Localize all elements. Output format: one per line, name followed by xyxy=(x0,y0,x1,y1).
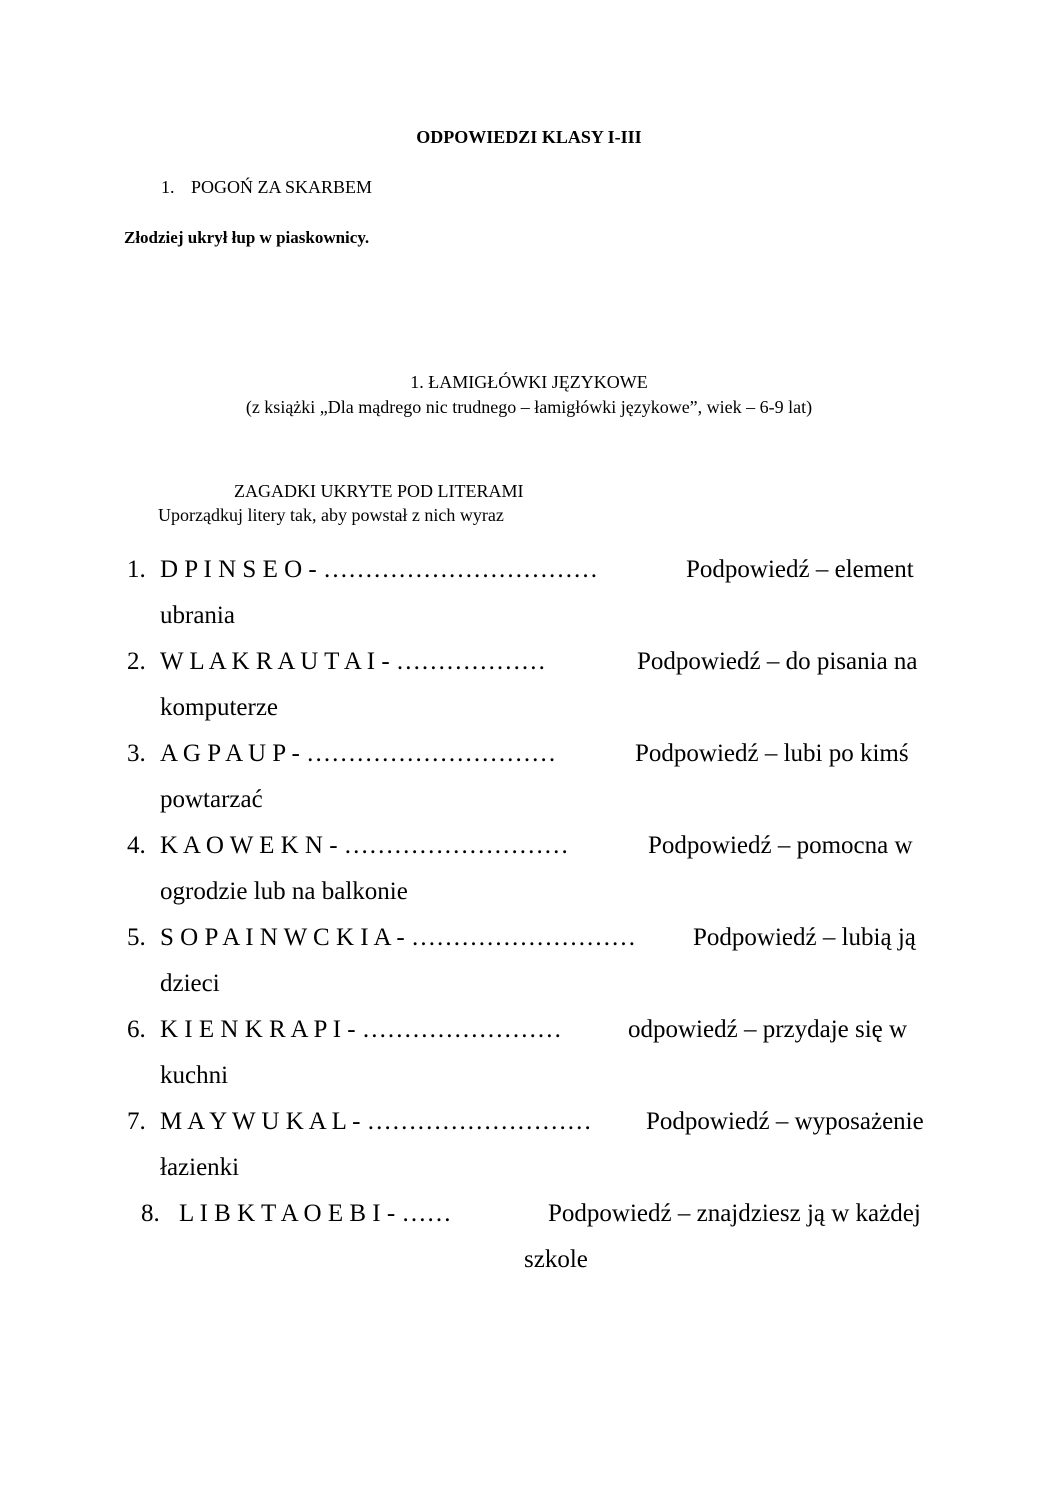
riddle-hint: Podpowiedź – znajdziesz ją w każdej xyxy=(548,1200,921,1227)
riddle-letters: K A O W E K N - ……………………… xyxy=(160,832,569,859)
riddle-hint-continued: łazienki xyxy=(160,1154,240,1181)
riddle-hint: odpowiedź – przydaje się w xyxy=(628,1016,908,1043)
riddle-letters: M A Y W U K A L - ……………………… xyxy=(160,1108,592,1135)
riddles-title: ZAGADKI UKRYTE POD LITERAMI xyxy=(234,481,524,501)
section-2-title: 1. ŁAMIGŁÓWKI JĘZYKOWE xyxy=(410,372,648,392)
treasure-answer: Złodziej ukrył łup w piaskownicy. xyxy=(124,228,370,247)
page-title: ODPOWIEDZI KLASY I-III xyxy=(416,127,642,147)
riddle-hint-continued: szkole xyxy=(524,1246,588,1273)
riddle-hint-continued: ubrania xyxy=(160,602,235,629)
riddle-letters: S O P A I N W C K I A - ……………………… xyxy=(160,924,636,951)
riddle-number: 2. xyxy=(127,648,146,675)
riddle-hint: Podpowiedź – wyposażenie xyxy=(646,1108,924,1135)
section-2-subtitle: (z książki „Dla mądrego nic trudnego – łamigłówki językowe”, wiek – 6-9 lat) xyxy=(245,397,813,417)
section-1-heading xyxy=(161,177,372,198)
riddle-hint: Podpowiedź – element xyxy=(686,556,914,583)
riddle-number: 4. xyxy=(127,832,146,859)
riddle-letters: L I B K T A O E B I - …… xyxy=(179,1200,452,1227)
riddle-letters: D P I N S E O - …………………………… xyxy=(160,556,598,583)
riddle-letters: W L A K R A U T A I - ……………… xyxy=(160,648,546,675)
riddle-hint-continued: ogrodzie lub na balkonie xyxy=(160,878,408,905)
riddle-number: 8. xyxy=(141,1200,160,1227)
section-1-label: POGOŃ ZA SKARBEM xyxy=(191,177,373,197)
riddle-number: 5. xyxy=(127,924,146,951)
riddle-hint-continued: komputerze xyxy=(160,694,279,721)
riddle-hint: Podpowiedź – do pisania na xyxy=(637,648,918,675)
riddle-number: 3. xyxy=(127,740,146,767)
riddles-instruction: Uporządkuj litery tak, aby powstał z nich wyraz xyxy=(158,505,504,525)
riddle-hint-continued: powtarzać xyxy=(160,786,263,813)
riddle-letters: K I E N K R A P I - …………………… xyxy=(160,1016,562,1043)
riddle-hint: Podpowiedź – lubi po kimś xyxy=(635,740,909,767)
riddle-number: 7. xyxy=(127,1108,146,1135)
riddle-hint-continued: dzieci xyxy=(160,970,220,997)
section-1-number: 1. xyxy=(161,177,175,197)
riddle-hint-continued: kuchni xyxy=(160,1062,229,1089)
riddle-hint: Podpowiedź – pomocna w xyxy=(648,832,913,859)
riddle-hint: Podpowiedź – lubią ją xyxy=(693,924,916,951)
riddle-letters: A G P A U P - ………………………… xyxy=(160,740,557,767)
riddle-number: 6. xyxy=(127,1016,146,1043)
riddle-number: 1. xyxy=(127,556,146,583)
